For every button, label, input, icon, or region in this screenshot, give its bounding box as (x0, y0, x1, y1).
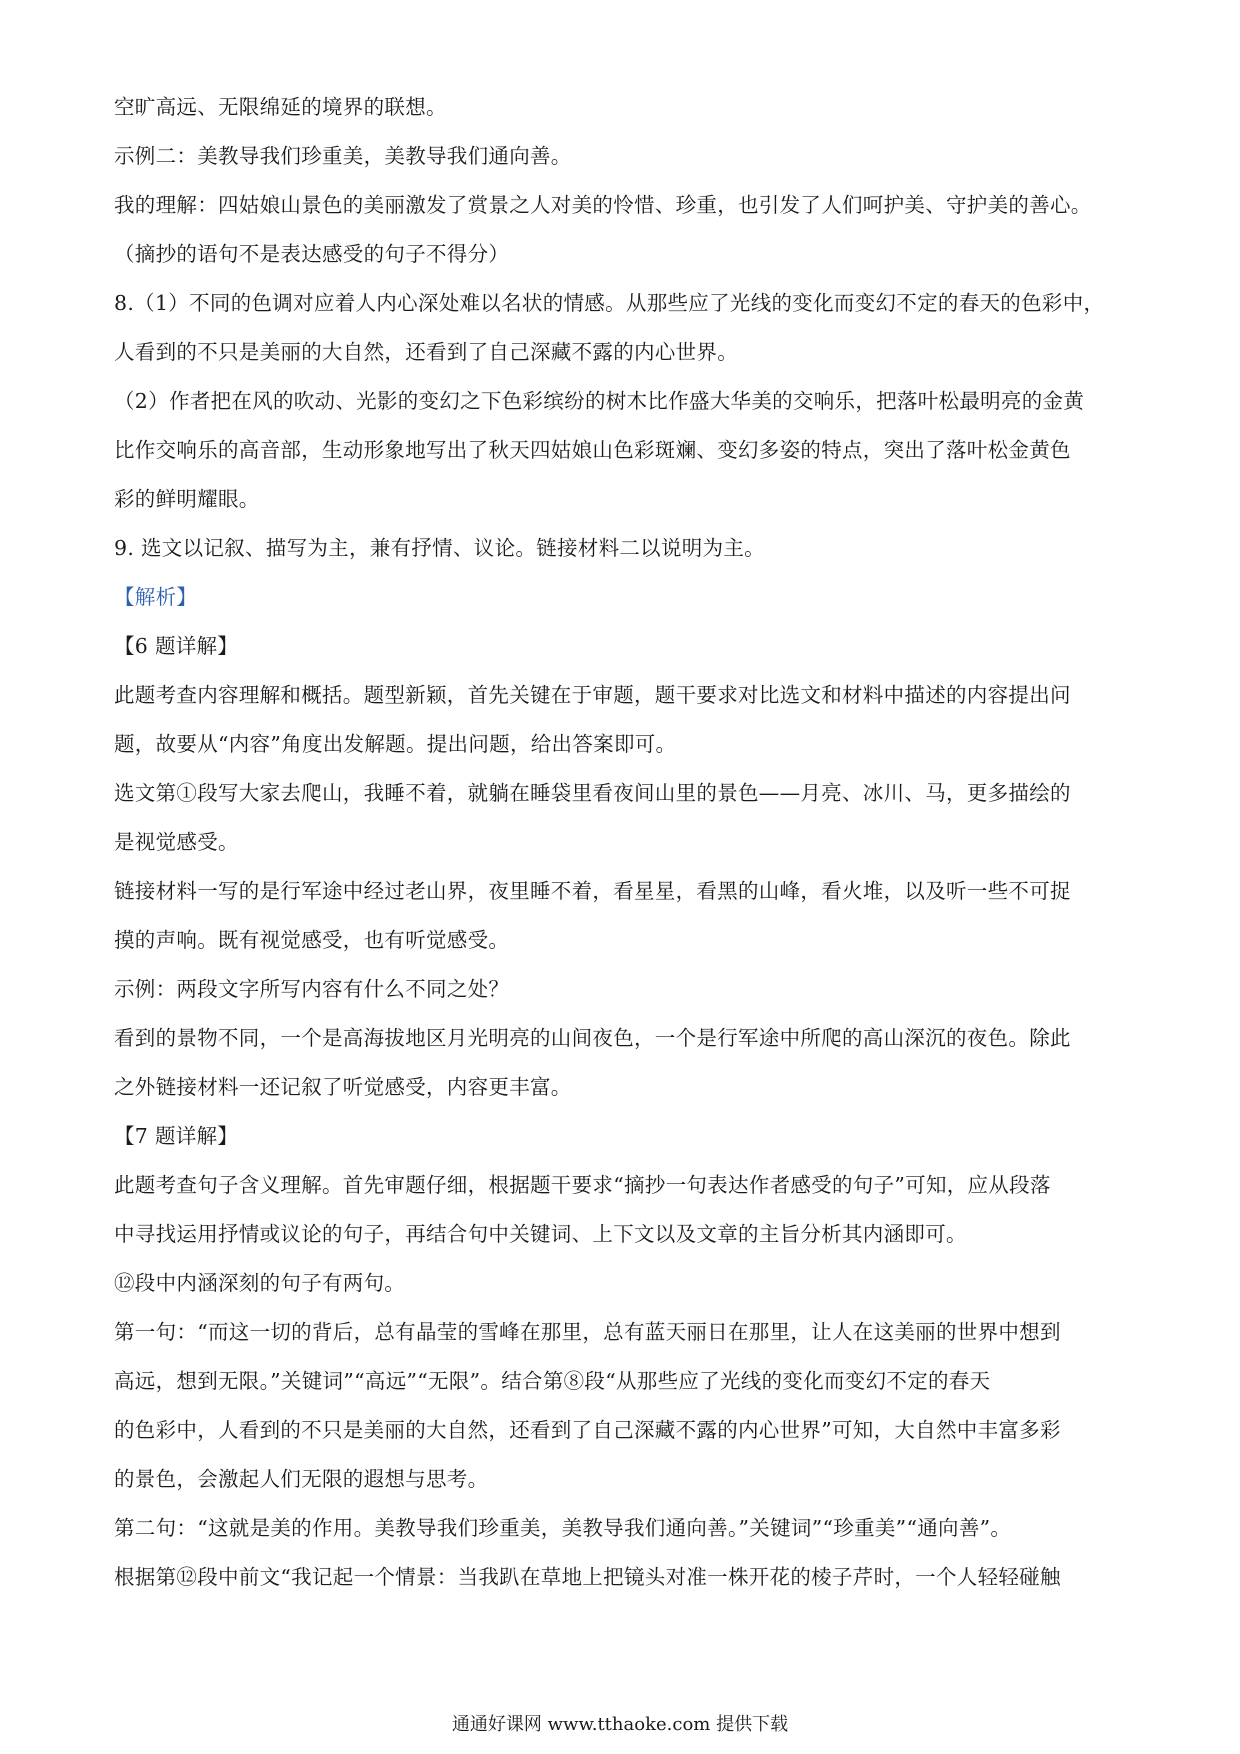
section-heading: 【7 题详解】 (114, 1124, 239, 1148)
text-line: 是视觉感受。 (114, 830, 239, 854)
text-line: 根据第⑫段中前文“我记起一个情景：当我趴在草地上把镜头对准一株开花的棱子芹时，一个人轻轻碰触 (114, 1565, 1061, 1589)
text-line: 的色彩中，人看到的不只是美丽的大自然，还看到了自己深藏不露的内心世界”可知，大自然中丰富多彩 (114, 1418, 1061, 1442)
text-line: 的景色，会激起人们无限的遐想与思考。 (114, 1467, 489, 1491)
page-footer: 通通好课网 www.tthaoke.com 提供下载 (451, 1714, 789, 1735)
text-line: （摘抄的语句不是表达感受的句子不得分） (114, 242, 510, 266)
text-line: 此题考查内容理解和概括。题型新颖，首先关键在于审题，题干要求对比选文和材料中描述的内容提出问 (114, 683, 1071, 707)
text-line: 示例：两段文字所写内容有什么不同之处？ (114, 977, 510, 1001)
text-line: 题，故要从“内容”角度出发解题。提出问题，给出答案即可。 (114, 732, 677, 756)
text-line: 此题考查句子含义理解。首先审题仔细，根据题干要求“摘抄一句表达作者感受的句子”可知，应从段落 (114, 1173, 1051, 1197)
document-body (114, 92, 1134, 1611)
text-line: 之外链接材料一还记叙了听觉感受，内容更丰富。 (114, 1075, 572, 1099)
text-line: 中寻找运用抒情或议论的句子，再结合句中关键词、上下文以及文章的主旨分析其内涵即可。 (114, 1222, 967, 1246)
text-line: 看到的景物不同，一个是高海拔地区月光明亮的山间夜色，一个是行军途中所爬的高山深沉的夜色。除此 (114, 1026, 1071, 1050)
text-line: 比作交响乐的高音部，生动形象地写出了秋天四姑娘山色彩斑斓、变幻多姿的特点，突出了落叶松金黄色 (114, 438, 1071, 462)
text-line: 人看到的不只是美丽的大自然，还看到了自己深藏不露的内心世界。 (114, 340, 738, 364)
text-line: 摸的声响。既有视觉感受，也有听觉感受。 (114, 928, 510, 952)
text-line: 示例二：美教导我们珍重美，美教导我们通向善。 (114, 144, 572, 168)
text-line: 我的理解：四姑娘山景色的美丽激发了赏景之人对美的怜惜、珍重，也引发了人们呵护美、守护美的善心。 (114, 193, 1092, 217)
text-line: 8.（1）不同的色调对应着人内心深处难以名状的情感。从那些应了光线的变化而变幻不定的春天的色彩中， (114, 291, 1105, 315)
text-line: 彩的鲜明耀眼。 (114, 487, 260, 511)
text-line: 选文第①段写大家去爬山，我睡不着，就躺在睡袋里看夜间山里的景色——月亮、冰川、马，更多描绘的 (114, 781, 1071, 805)
text-line: 第一句：“而这一切的背后，总有晶莹的雪峰在那里，总有蓝天丽日在那里，让人在这美丽的世界中想到 (114, 1320, 1061, 1344)
text-line: 第二句：“这就是美的作用。美教导我们珍重美，美教导我们通向善。”关键词”“珍重美”“通向善”。 (114, 1516, 1012, 1540)
text-line: 高远，想到无限。”关键词”“高远”“无限”。结合第⑧段“从那些应了光线的变化而变幻不定的春天 (114, 1369, 991, 1393)
text-line: 空旷高远、无限绵延的境界的联想。 (114, 95, 447, 119)
text-line: （2）作者把在风的吹动、光影的变幻之下色彩缤纷的树木比作盛大华美的交响乐，把落叶松最明亮的金黄 (114, 389, 1085, 413)
text-line: ⑫段中内涵深刻的句子有两句。 (114, 1271, 406, 1295)
section-heading: 【6 题详解】 (114, 634, 239, 658)
analysis-heading: 【解析】 (114, 585, 198, 609)
text-line: 链接材料一写的是行军途中经过老山界，夜里睡不着，看星星，看黑的山峰，看火堆，以及听一些不可捉 (114, 879, 1071, 903)
text-line: 9. 选文以记叙、描写为主，兼有抒情、议论。链接材料二以说明为主。 (114, 536, 765, 560)
